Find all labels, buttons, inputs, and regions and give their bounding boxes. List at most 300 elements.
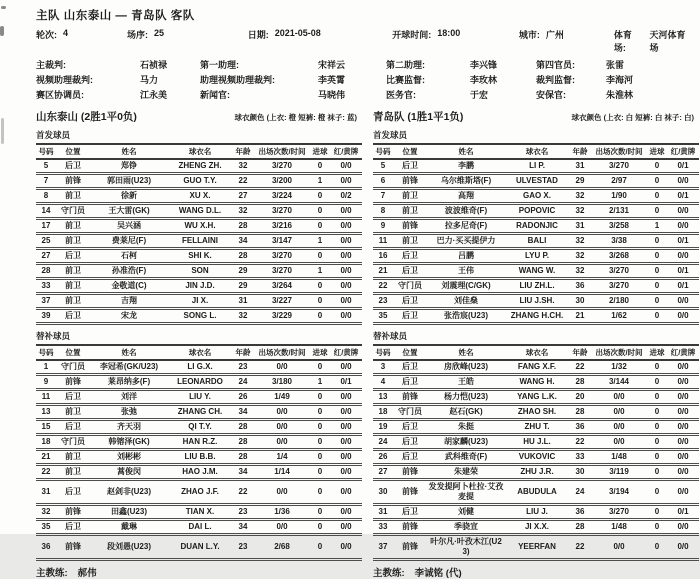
column-header: 年龄 <box>235 147 251 156</box>
player-row <box>36 159 362 174</box>
column-header: 球衣名 <box>188 348 212 357</box>
player-cell: 30 <box>575 296 585 305</box>
player-cell: HAN R.Z. <box>182 437 218 446</box>
official-name: 朱淮林 <box>606 90 634 100</box>
player-cell: 前卫 <box>402 206 418 215</box>
player-cell: 守门员 <box>61 362 85 371</box>
match-meta-item <box>614 28 694 54</box>
player-cell: 巴力·买买提伊力 <box>436 236 496 245</box>
official-name: 宋祥云 <box>318 60 346 70</box>
player-cell: 胡家麟(U23) <box>443 437 488 446</box>
player-cell: 1/48 <box>611 452 627 461</box>
player-cell: 33 <box>378 522 388 531</box>
player-cell: 0 <box>317 251 323 260</box>
player-cell: 后卫 <box>65 311 81 320</box>
player-cell: 波波维奇(F) <box>444 206 488 215</box>
home-team-section <box>36 109 357 579</box>
player-cell: 守门员 <box>398 407 422 416</box>
player-cell: 前锋 <box>402 467 418 476</box>
player-cell: 0 <box>317 206 323 215</box>
player-cell: 17 <box>41 221 51 230</box>
player-cell: 0 <box>317 542 323 551</box>
table-header-row <box>36 144 362 159</box>
player-row <box>36 189 362 204</box>
player-cell: 0 <box>317 452 323 461</box>
player-cell: 0/1 <box>677 161 689 170</box>
column-header: 号码 <box>38 348 54 357</box>
player-cell: 37 <box>41 296 51 305</box>
player-cell: 9 <box>380 221 386 230</box>
player-cell: ABUDULA <box>517 487 557 496</box>
player-cell: 22 <box>238 487 248 496</box>
meta-value: 广州 <box>545 30 564 40</box>
player-cell: 前锋 <box>65 542 81 551</box>
officials-row <box>36 73 694 86</box>
column-header: 进球 <box>312 348 328 357</box>
player-cell: LYU P. <box>524 251 549 260</box>
column-header: 年龄 <box>235 348 251 357</box>
player-cell: SONG L. <box>183 311 217 320</box>
player-cell: 2/131 <box>608 206 630 215</box>
player-cell: 王伟 <box>458 266 474 275</box>
column-header: 位置 <box>402 147 418 156</box>
player-cell: 28 <box>575 377 585 386</box>
player-cell: 0 <box>654 422 660 431</box>
player-cell: 0/0 <box>340 487 352 496</box>
player-cell: 0/0 <box>677 407 689 416</box>
player-cell: JI X.X. <box>524 522 549 531</box>
player-cell: 1/49 <box>274 392 290 401</box>
player-cell: LIU J. <box>526 507 548 516</box>
player-row <box>373 375 699 390</box>
player-cell: ZHANG H.CH. <box>510 311 564 320</box>
player-cell: 前锋 <box>402 522 418 531</box>
player-cell: 0/0 <box>613 437 625 446</box>
away-team-name: 青岛队 (1胜1平1负) <box>373 111 464 123</box>
player-row <box>36 360 362 375</box>
player-cell: LEONARDO <box>177 377 223 386</box>
official-name: 张雷 <box>606 60 625 70</box>
player-row <box>36 309 362 324</box>
player-cell: 28 <box>238 422 248 431</box>
player-cell: 23 <box>238 542 248 551</box>
player-cell: 郑铮 <box>121 161 137 170</box>
player-row <box>36 520 362 535</box>
meta-label: 场序: <box>127 30 149 40</box>
player-cell: ULVESTAD <box>516 176 558 185</box>
player-cell: 0/1 <box>677 266 689 275</box>
player-cell: 27 <box>238 191 248 200</box>
player-cell: 34 <box>238 407 248 416</box>
player-row <box>36 465 362 480</box>
player-cell: 0 <box>654 311 660 320</box>
player-cell: 0/0 <box>340 236 352 245</box>
player-cell: 季骁宣 <box>454 522 478 531</box>
player-cell: 孙准浩(F) <box>111 266 147 275</box>
player-cell: 前锋 <box>402 176 418 185</box>
meta-value: 4 <box>63 28 69 38</box>
player-row <box>36 420 362 435</box>
player-cell: 32 <box>41 507 51 516</box>
player-cell: XU X. <box>189 191 211 200</box>
player-cell: 35 <box>378 311 388 320</box>
player-cell: 23 <box>238 362 248 371</box>
column-header: 球衣名 <box>525 348 549 357</box>
player-cell: 0 <box>654 191 660 200</box>
player-cell: 0/2 <box>340 191 352 200</box>
player-row <box>36 505 362 520</box>
player-cell: 28 <box>575 522 585 531</box>
player-cell: 19 <box>378 422 388 431</box>
player-cell: 3/270 <box>608 266 630 275</box>
player-cell: 3/270 <box>608 507 630 516</box>
player-cell: LIU Y. <box>189 392 211 401</box>
player-cell: 王皓 <box>458 377 474 386</box>
player-cell: 24 <box>238 377 248 386</box>
player-cell: 32 <box>238 161 248 170</box>
player-cell: 29 <box>238 266 248 275</box>
player-cell: 28 <box>238 251 248 260</box>
player-cell: 0/0 <box>677 251 689 260</box>
player-cell: 0/0 <box>340 522 352 531</box>
player-cell: 0/0 <box>340 392 352 401</box>
player-row <box>373 234 699 249</box>
player-cell: 后卫 <box>402 362 418 371</box>
player-cell: 20 <box>575 392 585 401</box>
player-cell: 32 <box>238 311 248 320</box>
official-role-label: 第一助理: <box>200 60 239 70</box>
away-starters-label: 首发球员 <box>373 130 408 140</box>
player-row <box>373 159 699 174</box>
player-row <box>373 390 699 405</box>
column-header: 出场次数/时间 <box>595 348 643 357</box>
player-cell: 0/0 <box>677 487 689 496</box>
player-cell: 费莱尼(F) <box>111 236 147 245</box>
player-cell: 32 <box>575 266 585 275</box>
player-row <box>373 450 699 465</box>
home-team-header <box>36 109 357 124</box>
player-cell: 0 <box>317 487 323 496</box>
player-cell: 乌尔维斯塔(F) <box>440 176 492 185</box>
player-cell: 朱建荣 <box>454 467 478 476</box>
player-cell: 0/1 <box>340 377 352 386</box>
player-cell: 0/0 <box>340 507 352 516</box>
player-cell: 1 <box>43 362 49 371</box>
player-cell: 0 <box>317 507 323 516</box>
player-cell: 杨力恺(U23) <box>443 392 488 401</box>
player-cell: 36 <box>575 422 585 431</box>
player-cell: 前锋 <box>402 542 418 551</box>
player-cell: 3/270 <box>271 206 293 215</box>
player-cell: 39 <box>41 311 51 320</box>
scan-edge-mark <box>1 118 4 144</box>
player-cell: 0/0 <box>340 251 352 260</box>
column-header: 进球 <box>312 147 328 156</box>
player-cell: 28 <box>575 407 585 416</box>
player-cell: 21 <box>41 452 51 461</box>
away-starters-table <box>373 143 699 325</box>
player-cell: 前卫 <box>65 467 81 476</box>
player-cell: 后卫 <box>65 161 81 170</box>
player-cell: 0/0 <box>677 452 689 461</box>
player-cell: 0/0 <box>677 311 689 320</box>
scan-edge-mark <box>1 6 6 9</box>
player-cell: 1/14 <box>274 467 290 476</box>
player-cell: 0/0 <box>677 542 689 551</box>
player-cell: 0/0 <box>276 522 288 531</box>
player-cell: 0 <box>654 281 660 290</box>
meta-label: 轮次: <box>36 30 57 40</box>
player-cell: 刘佳燊 <box>454 296 478 305</box>
player-cell: ZHAO J.F. <box>181 487 219 496</box>
player-cell: 0 <box>654 467 660 476</box>
player-cell: 0 <box>654 392 660 401</box>
player-cell: 0/0 <box>340 206 352 215</box>
player-cell: 金敬道(C) <box>111 281 147 290</box>
player-cell: 24 <box>575 487 585 496</box>
away-subs-label: 替补球员 <box>373 331 408 341</box>
player-row <box>373 435 699 450</box>
player-cell: 刘震理(C/GK) <box>441 281 491 290</box>
player-cell: 段刘愚(U23) <box>106 542 151 551</box>
player-cell: 郭田雨(U23) <box>106 176 151 185</box>
player-cell: 26 <box>378 452 388 461</box>
officials-row <box>36 58 694 71</box>
match-meta-item <box>519 28 614 54</box>
column-header: 号码 <box>375 147 391 156</box>
column-header: 球衣名 <box>188 147 212 156</box>
player-cell: 36 <box>575 281 585 290</box>
player-cell: 3/180 <box>271 377 293 386</box>
player-cell: 0/0 <box>276 407 288 416</box>
home-coach-name: 郝伟 <box>77 568 97 579</box>
player-cell: 18 <box>41 437 51 446</box>
player-cell: 后卫 <box>402 507 418 516</box>
officials-row <box>36 88 694 101</box>
player-row <box>36 480 362 505</box>
player-cell: 0/0 <box>677 522 689 531</box>
player-cell: 高翔 <box>458 191 474 200</box>
player-row <box>373 294 699 309</box>
meta-value: 2021-05-08 <box>274 28 321 38</box>
player-cell: 0/0 <box>677 392 689 401</box>
player-cell: 3/119 <box>609 467 629 476</box>
player-cell: 1/48 <box>611 522 627 531</box>
player-cell: 前锋 <box>65 507 81 516</box>
player-row <box>373 505 699 520</box>
player-cell: LI G.X. <box>187 362 213 371</box>
player-cell: 0/0 <box>613 422 625 431</box>
player-cell: 后卫 <box>402 161 418 170</box>
player-cell: 36 <box>41 542 51 551</box>
player-cell: ZHAO SH. <box>517 407 557 416</box>
player-cell: 朱挺 <box>458 422 474 431</box>
player-cell: 34 <box>238 467 248 476</box>
home-kit-colors: 球衣颜色 (上衣: 橙 短裤: 橙 袜子: 蓝) <box>234 113 357 122</box>
player-cell: 0/0 <box>613 392 625 401</box>
player-cell: 0 <box>654 236 660 245</box>
player-cell: GUO T.Y. <box>183 176 217 185</box>
player-cell: 房欣峰(U23) <box>443 362 488 371</box>
player-cell: 25 <box>41 236 51 245</box>
player-row <box>36 249 362 264</box>
player-cell: 0 <box>317 161 323 170</box>
player-cell: LI P. <box>529 161 545 170</box>
player-cell: 31 <box>378 507 388 516</box>
player-cell: 发发提阿卜杜拉·艾孜麦提 <box>428 482 504 501</box>
player-cell: HU J.L. <box>523 437 551 446</box>
player-cell: 赵剑非(U23) <box>106 487 151 496</box>
player-row <box>373 174 699 189</box>
player-cell: 莱昂纳多(F) <box>107 377 151 386</box>
player-cell: 前卫 <box>65 266 81 275</box>
player-cell: 0/1 <box>677 507 689 516</box>
column-header: 红/黄牌 <box>670 147 696 156</box>
official-role-label: 医务官: <box>386 90 416 100</box>
player-cell: 0 <box>317 191 323 200</box>
meta-value: 天河体育场 <box>649 30 686 53</box>
player-row <box>36 294 362 309</box>
player-cell: WU X.H. <box>184 221 216 230</box>
player-cell: 吴兴涵 <box>117 221 141 230</box>
player-cell: SON <box>191 266 209 275</box>
home-coach-line <box>36 565 357 579</box>
player-cell: 0 <box>317 437 323 446</box>
player-cell: LIU J.SH. <box>519 296 555 305</box>
player-cell: 0 <box>654 437 660 446</box>
player-cell: 0/0 <box>340 221 352 230</box>
player-cell: 3/264 <box>271 281 293 290</box>
player-cell: 0/0 <box>340 281 352 290</box>
player-cell: 后卫 <box>65 251 81 260</box>
player-cell: DAI L. <box>188 522 212 531</box>
player-cell: 0 <box>654 507 660 516</box>
player-cell: 0 <box>654 522 660 531</box>
column-header: 进球 <box>649 147 665 156</box>
column-header: 球衣名 <box>525 147 549 156</box>
official-name: 李兴锋 <box>470 60 498 70</box>
player-cell: 31 <box>41 487 51 496</box>
player-cell: YEERFAN <box>518 542 556 551</box>
player-cell: LIU B.B. <box>184 452 216 461</box>
player-cell: 28 <box>238 221 248 230</box>
player-cell: 0 <box>654 296 660 305</box>
player-cell: 戴琳 <box>121 522 137 531</box>
player-cell: 0/0 <box>677 206 689 215</box>
player-cell: 张浩宸(U23) <box>443 311 488 320</box>
player-cell: 18 <box>378 407 388 416</box>
player-cell: 0/0 <box>677 422 689 431</box>
column-header: 姓名 <box>121 147 137 156</box>
player-cell: 0/0 <box>276 437 288 446</box>
player-cell: 0 <box>654 362 660 371</box>
player-cell: 29 <box>575 176 585 185</box>
column-header: 红/黄牌 <box>333 348 359 357</box>
player-row <box>36 450 362 465</box>
official-role-label: 新闻官: <box>200 90 230 100</box>
player-cell: 0 <box>317 311 323 320</box>
player-cell: 0/0 <box>276 422 288 431</box>
player-cell: 前卫 <box>65 281 81 290</box>
player-cell: 32 <box>575 236 585 245</box>
player-cell: 22 <box>238 176 248 185</box>
player-cell: 11 <box>41 392 51 401</box>
player-cell: 0 <box>317 221 323 230</box>
official-name: 李玫林 <box>470 75 498 85</box>
player-cell: 3/270 <box>271 266 293 275</box>
column-header: 姓名 <box>121 348 137 357</box>
player-cell: 后卫 <box>402 422 418 431</box>
column-header: 出场次数/时间 <box>258 348 306 357</box>
player-cell: 9 <box>43 377 49 386</box>
player-row <box>373 219 699 234</box>
player-cell: 1 <box>317 377 323 386</box>
player-cell: 0/0 <box>340 407 352 416</box>
player-cell: 0/0 <box>677 377 689 386</box>
player-cell: ZHENG ZH. <box>178 161 222 170</box>
player-cell: 22 <box>575 542 585 551</box>
official-role-label: 比赛监督: <box>386 75 425 85</box>
player-cell: 前卫 <box>402 236 418 245</box>
player-row <box>36 279 362 294</box>
player-cell: 33 <box>575 452 585 461</box>
match-meta-row <box>36 28 694 54</box>
player-cell: 0/0 <box>340 437 352 446</box>
column-header: 姓名 <box>458 147 474 156</box>
player-cell: 0/0 <box>340 176 352 185</box>
player-cell: 3/258 <box>608 221 630 230</box>
player-cell: 2/97 <box>611 176 627 185</box>
teams-area <box>36 109 694 579</box>
player-cell: 徐新 <box>121 191 137 200</box>
player-cell: 0 <box>654 161 660 170</box>
player-cell: 后卫 <box>65 522 81 531</box>
player-cell: 0/0 <box>340 467 352 476</box>
player-cell: 0/0 <box>276 487 288 496</box>
player-cell: 13 <box>378 392 388 401</box>
player-cell: 15 <box>41 422 51 431</box>
official-name: 马晓伟 <box>318 90 346 100</box>
player-cell: 0 <box>317 407 323 416</box>
player-cell: 后卫 <box>402 296 418 305</box>
player-row <box>373 465 699 480</box>
home-team-name: 山东泰山 (2胜1平0负) <box>36 111 137 123</box>
player-cell: 3/194 <box>608 487 630 496</box>
player-cell: 0/0 <box>276 362 288 371</box>
player-cell: 34 <box>238 522 248 531</box>
player-cell: 后卫 <box>402 452 418 461</box>
player-cell: 前锋 <box>402 221 418 230</box>
player-cell: 23 <box>378 296 388 305</box>
player-cell: 石柯 <box>121 251 137 260</box>
player-cell: SHI K. <box>188 251 212 260</box>
player-cell: 田鑫(U23) <box>110 507 147 516</box>
column-header: 年龄 <box>572 348 588 357</box>
away-subs-table <box>373 344 699 561</box>
player-cell: 刘彬彬 <box>117 452 141 461</box>
officials-block <box>36 58 694 101</box>
column-header: 进球 <box>649 348 665 357</box>
player-cell: 0/0 <box>677 176 689 185</box>
player-cell: 后卫 <box>402 311 418 320</box>
official-name: 江永美 <box>140 90 168 100</box>
column-header: 位置 <box>402 348 418 357</box>
player-cell: ZHU T. <box>524 422 550 431</box>
player-cell: 32 <box>238 206 248 215</box>
player-cell: 3/270 <box>271 251 293 260</box>
home-subs-label: 替补球员 <box>36 331 71 341</box>
player-cell: 23 <box>238 507 248 516</box>
